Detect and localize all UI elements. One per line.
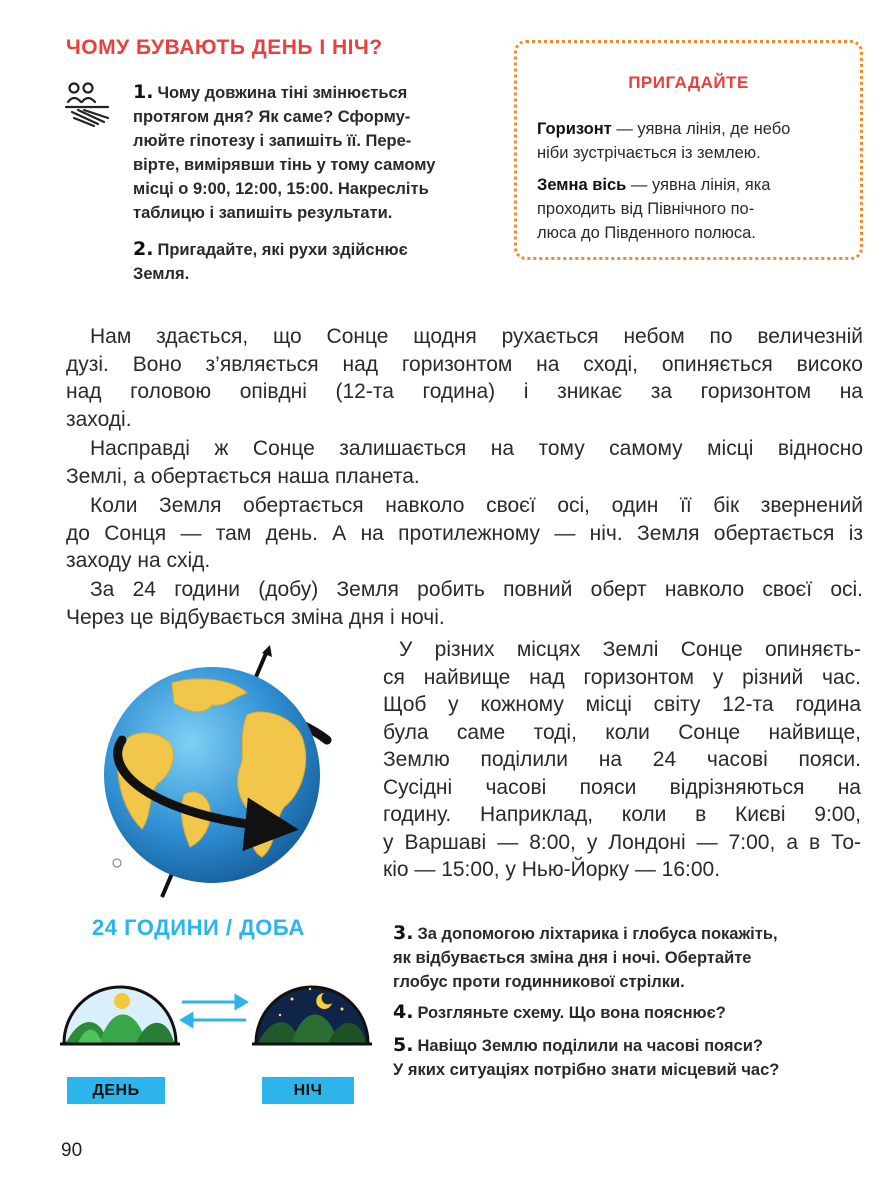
question-line: люйте гіпотезу і запишіть її. Пере- [133,132,412,150]
text-line: Землю поділили на 24 часові пояси. [383,748,861,771]
task-3 [393,921,863,994]
question-number: 2. [133,238,154,260]
question-line: Пригадайте, які рухи здійснює [157,241,408,259]
paragraph-4 [66,576,863,631]
task-line: За допомогою ліхтарика і глобуса покажіть, [417,925,778,943]
text-line: кіо — 15:00, у Нью-Йорку — 16:00. [383,858,721,881]
paragraph-2 [66,435,863,490]
page-heading: ЧОМУ БУВАЮТЬ ДЕНЬ І НІЧ? [66,36,383,59]
text-line: у Варшаві — 8:00, у Лондоні — 7:00, а в То- [383,830,861,854]
text-line: Нам здається, що Сонце щодня рухається небом по величезній [90,325,863,348]
group-work-icon [64,80,122,128]
text-line: У різних місцях Землі Сонце опиняєть- [399,638,861,661]
text-line: Щоб у кожному місці світу 12-та година [383,693,861,716]
text-line: над головою опівдні (12-та година) і зникає за горизонтом на [66,380,863,403]
task-number: 3. [393,922,414,944]
text-line: була саме тоді, коли Сонце найвище, [383,720,861,744]
text-line: ся найвище над горизонтом у різний час. [383,665,861,689]
definition-line: — уявна лінія, яка [630,176,771,194]
question-number: 1. [133,81,154,103]
task-4 [393,1000,863,1025]
definition-line: проходить від Північного по- [537,200,755,218]
question-line: вірте, вимірявши тінь у тому самому [133,156,436,174]
task-line: глобус проти годинникової стрілки. [393,973,685,991]
page-number: 90 [61,1140,83,1161]
day-cycle-caption: 24 ГОДИНИ / ДОБА [92,915,305,940]
task-line: як відбувається зміна дня і ночі. Обертайте [393,949,752,967]
text-line: Сусідні часові пояси відрізняються на [383,775,861,799]
task-line: Навіщо Землю поділили на часові пояси? [417,1037,763,1055]
question-1 [133,80,491,225]
remind-title: ПРИГАДАЙТЕ [628,73,749,92]
rotating-earth-illustration [62,645,362,900]
exchange-arrows-icon [178,990,250,1032]
question-line: Земля. [133,265,190,283]
task-line: Розгляньте схему. Що вона пояснює? [417,1004,726,1022]
question-line: Чому довжина тіні змінюється [157,84,408,102]
text-line: Через це відбувається зміна дня і ночі. [66,605,445,629]
text-line: Коли Земля обертається навколо своєї осі, один її бік звернений [90,494,863,517]
night-label: НІЧ [262,1077,354,1104]
day-dome-icon [60,975,180,1050]
text-line: заході. [66,407,132,431]
text-line: За 24 години (добу) Земля робить повний оберт навколо своєї осі. [90,578,863,601]
paragraph-3 [66,492,863,575]
question-line: протягом дня? Як саме? Сформу- [133,108,411,126]
definition-line: ніби зустрічається із землею. [537,144,761,162]
text-line: Землі, а обертається наша планета. [66,464,420,488]
question-2 [133,237,491,286]
text-line: годину. Наприклад, коли в Києві 9:00, [383,803,861,826]
text-line: Насправді ж Сонце залишається на тому самому місці відносно [90,437,863,460]
text-line: заходу на схід. [66,549,211,572]
definition-line: — уявна лінія, де небо [616,120,791,138]
task-line: У яких ситуаціях потрібно знати місцевий час? [393,1061,780,1079]
definition-line: люса до Південного полюса. [537,224,756,242]
timezones-paragraph [383,636,861,884]
text-line: до Сонця — там день. А на протилежному — ніч. Земля обертається із [66,521,863,545]
term-axis: Земна вісь [537,176,627,194]
remind-box [514,40,863,260]
term-horizon: Горизонт [537,120,612,138]
definition-horizon [537,117,850,165]
day-label: ДЕНЬ [67,1077,165,1104]
definition-axis [537,173,850,245]
question-line: місці о 9:00, 12:00, 15:00. Накресліть [133,180,429,198]
task-5 [393,1033,863,1082]
task-number: 5. [393,1034,414,1056]
question-line: таблицю і запишіть результати. [133,204,393,222]
paragraph-1 [66,323,863,433]
task-number: 4. [393,1001,414,1023]
night-dome-icon [252,975,372,1050]
text-line: дузі. Воно з’являється над горизонтом на сході, опиняється високо [66,352,863,376]
